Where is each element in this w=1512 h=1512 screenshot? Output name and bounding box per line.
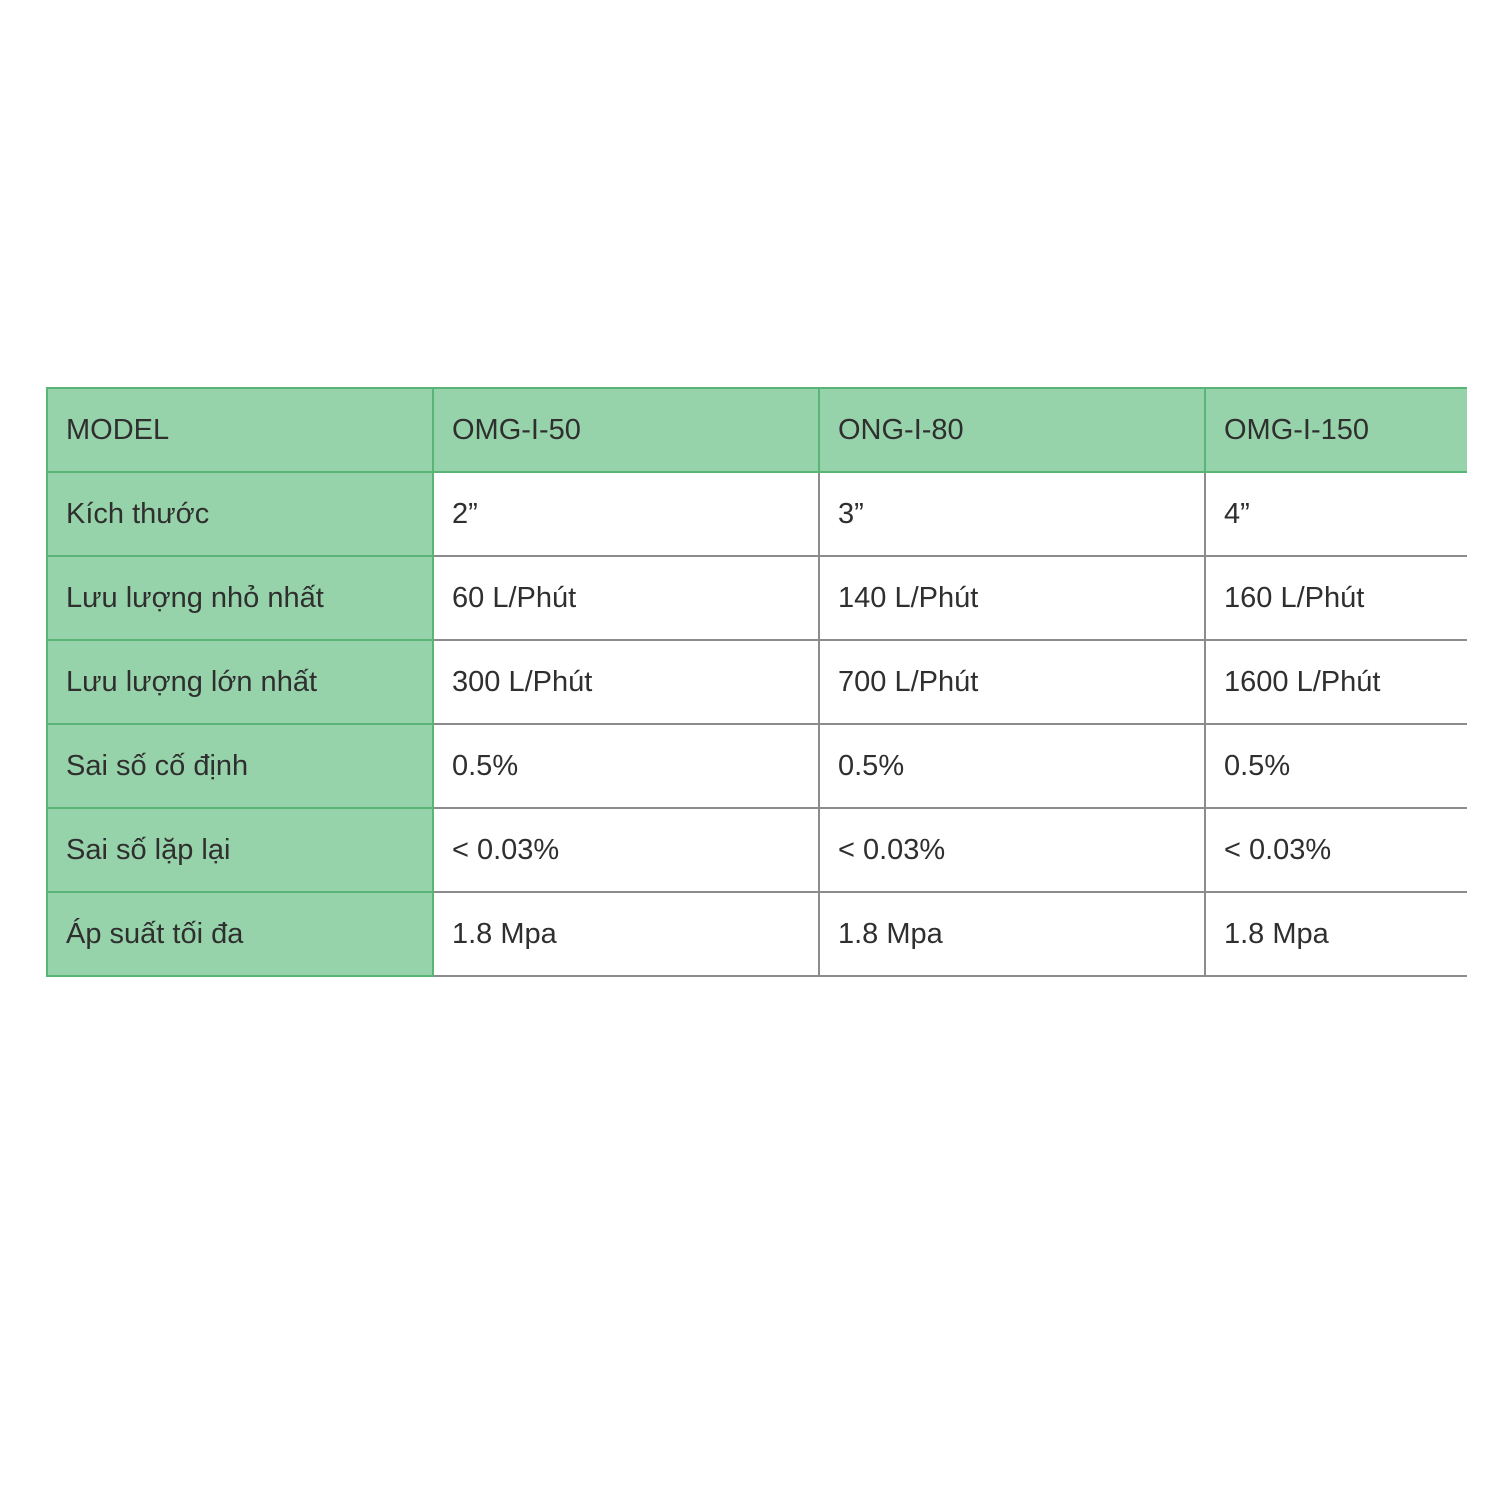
table-row-size — [47, 472, 1467, 556]
row-label-min-flow: Lưu lượng nhỏ nhất — [47, 556, 433, 640]
table-cell: 0.5% — [819, 724, 1205, 808]
table-cell: 60 L/Phút — [433, 556, 819, 640]
table-row-max-flow — [47, 640, 1467, 724]
table-header-row — [47, 388, 1467, 472]
row-label-max-pressure: Áp suất tối đa — [47, 892, 433, 976]
table-cell: 140 L/Phút — [819, 556, 1205, 640]
table-cell: 0.5% — [433, 724, 819, 808]
header-cell-ong-i-80: ONG-I-80 — [819, 388, 1205, 472]
table-cell: 1.8 Mpa — [433, 892, 819, 976]
table-cell: 160 L/Phút — [1205, 556, 1467, 640]
table-row-max-pressure — [47, 892, 1467, 976]
row-label-size: Kích thước — [47, 472, 433, 556]
row-label-max-flow: Lưu lượng lớn nhất — [47, 640, 433, 724]
row-label-repeat-error: Sai số lặp lại — [47, 808, 433, 892]
table-cell: 300 L/Phút — [433, 640, 819, 724]
table-cell: 0.5% — [1205, 724, 1467, 808]
table-cell: 2” — [433, 472, 819, 556]
table-cell: < 0.03% — [1205, 808, 1467, 892]
table-row-repeat-error — [47, 808, 1467, 892]
table-row-min-flow — [47, 556, 1467, 640]
spec-table — [46, 387, 1467, 977]
table-cell: < 0.03% — [819, 808, 1205, 892]
table-cell: 3” — [819, 472, 1205, 556]
table-cell: 1.8 Mpa — [819, 892, 1205, 976]
table-cell: 1.8 Mpa — [1205, 892, 1467, 976]
table-row-fixed-error — [47, 724, 1467, 808]
header-cell-omg-i-150: OMG-I-150 — [1205, 388, 1467, 472]
header-cell-omg-i-50: OMG-I-50 — [433, 388, 819, 472]
table-cell: 4” — [1205, 472, 1467, 556]
header-cell-model: MODEL — [47, 388, 433, 472]
table-cell: 700 L/Phút — [819, 640, 1205, 724]
table-cell: < 0.03% — [433, 808, 819, 892]
row-label-fixed-error: Sai số cố định — [47, 724, 433, 808]
table-cell: 1600 L/Phút — [1205, 640, 1467, 724]
